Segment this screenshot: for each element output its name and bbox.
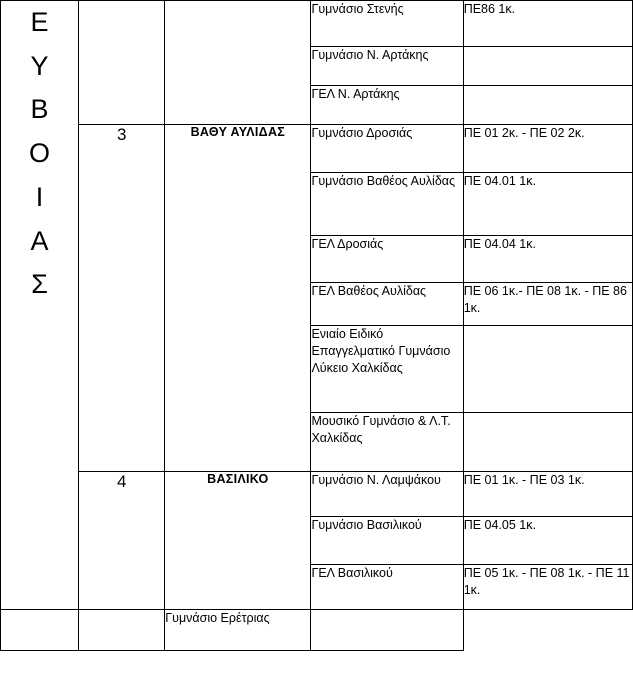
region-letter: Ο: [29, 138, 51, 169]
specialties-cell: ΠΕ 04.04 1κ.: [463, 236, 632, 283]
school-name-cell: Γυμνάσιο Ν. Αρτάκης: [311, 47, 463, 86]
group-unit-cell: [79, 610, 165, 651]
specialties-cell: ΠΕ 06 1κ.- ΠΕ 08 1κ. - ΠΕ 86 1κ.: [463, 283, 632, 326]
group-number-cell: [79, 1, 165, 125]
specialties-cell: [463, 47, 632, 86]
group-number-cell: [1, 610, 79, 651]
specialties-cell: [463, 86, 632, 125]
school-name-cell: ΓΕΛ Δροσιάς: [311, 236, 463, 283]
school-name-cell: Γυμνάσιο Βασιλικού: [311, 517, 463, 565]
specialties-cell: ΠΕ 01 1κ. - ΠΕ 03 1κ.: [463, 472, 632, 517]
group-number-cell: 4: [79, 472, 165, 610]
specialties-cell: [311, 610, 463, 651]
table-row: [1, 610, 633, 651]
school-name-cell: Γυμνάσιο Δροσιάς: [311, 125, 463, 173]
group-unit-cell: ΒΑΘΥ ΑΥΛΙΔΑΣ: [165, 125, 311, 472]
school-name-cell: Γυμνάσιο Βαθέος Αυλίδας: [311, 173, 463, 236]
specialties-cell: [463, 326, 632, 413]
region-letter: Υ: [30, 50, 49, 81]
school-name-cell: ΓΕΛ Βαθέος Αυλίδας: [311, 283, 463, 326]
school-name-cell: Γυμνάσιο Στενής: [311, 1, 463, 47]
school-name-cell: Γυμνάσιο Ν. Λαμψάκου: [311, 472, 463, 517]
region-letter: Ι: [35, 181, 44, 212]
specialties-cell: [463, 413, 632, 472]
specialties-cell: ΠΕ 04.05 1κ.: [463, 517, 632, 565]
school-name-cell: Γυμνάσιο Ερέτριας: [165, 610, 311, 651]
table-row: [1, 472, 633, 517]
specialties-cell: ΠΕ 04.01 1κ.: [463, 173, 632, 236]
group-number-cell: 3: [79, 125, 165, 472]
region-letter: Β: [30, 94, 49, 125]
group-unit-cell: [165, 1, 311, 125]
specialties-cell: ΠΕ 01 2κ. - ΠΕ 02 2κ.: [463, 125, 632, 173]
specialties-cell: ΠΕ86 1κ.: [463, 1, 632, 47]
school-name-cell: ΓΕΛ Βασιλικού: [311, 565, 463, 610]
school-name-cell: Μουσικό Γυμνάσιο & Λ.Τ. Χαλκίδας: [311, 413, 463, 472]
region-letter: Ε: [30, 7, 49, 37]
table-row: [1, 1, 633, 47]
specialties-cell: ΠΕ 05 1κ. - ΠΕ 08 1κ. - ΠΕ 11 1κ.: [463, 565, 632, 610]
region-name-cell: [1, 1, 79, 610]
group-unit-cell: ΒΑΣΙΛΙΚΟ: [165, 472, 311, 610]
school-name-cell: Ενιαίο Ειδικό Επαγγελματικό Γυμνάσιο Λύκειο Χαλκίδας: [311, 326, 463, 413]
school-name-cell: ΓΕΛ Ν. Αρτάκης: [311, 86, 463, 125]
region-letter: Α: [30, 225, 49, 256]
table-row: [1, 125, 633, 173]
region-letter: Σ: [31, 269, 48, 300]
